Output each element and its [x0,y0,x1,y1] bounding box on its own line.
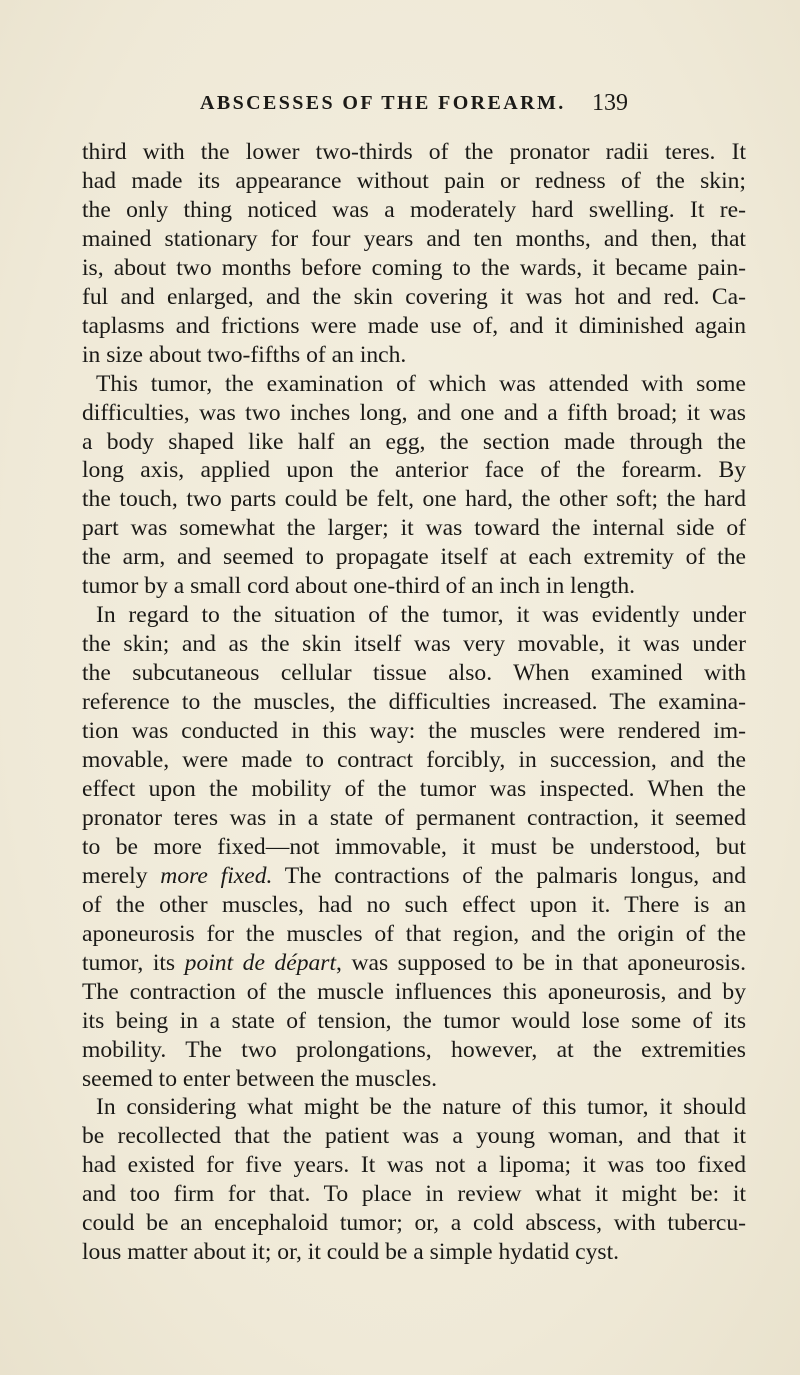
text-segment: The contractions of the palmaris longus, and [272,862,746,889]
text-segment: had existed for five years. It was not a lipoma; it was too fixed [82,1152,746,1179]
text-segment: reference to the muscles, the difficulties increased. The examina- [82,689,746,716]
text-segment: This tumor, the examination of which was attended with some [96,370,746,397]
text-line [82,949,746,978]
text-segment: to be more fixed—not immovable, it must be understood, but [82,833,746,860]
text-line [82,1151,746,1180]
text-line [82,312,746,341]
text-line [82,891,746,920]
text-line [82,746,746,775]
text-line [82,225,746,254]
text-line [82,196,746,225]
text-line [82,659,746,688]
text-segment: a body shaped like half an egg, the section made through the [82,428,746,455]
text-line [82,572,746,601]
text-segment: aponeurosis for the muscles of that region, and the origin of the [82,920,746,947]
text-segment: ful and enlarged, and the skin covering it was hot and red. Ca- [82,283,746,310]
text-line [82,688,746,717]
text-line [82,920,746,949]
text-line [82,514,746,543]
text-segment: the arm, and seemed to propagate itself at each extremity of the [82,544,746,571]
text-line [82,1238,746,1267]
body-text [82,138,746,1267]
italic-phrase: more fixed. [160,862,273,889]
text-line [82,456,746,485]
text-segment: the skin; and as the skin itself was very movable, it was under [82,631,746,658]
text-line [82,630,746,659]
text-segment: mained stationary for four years and ten months, and then, that [82,225,746,252]
text-line [82,1180,746,1209]
text-segment: tumor, its [82,949,185,976]
text-segment: tion was conducted in this way: the muscles were rendered im- [82,718,746,745]
text-segment: the subcutaneous cellular tissue also. When examined with [82,660,746,687]
text-line [82,601,746,630]
text-segment: lous matter about it; or, it could be a simple hydatid cyst. [82,1239,620,1266]
text-line [82,862,746,891]
text-segment: seemed to enter between the muscles. [82,1065,438,1092]
page-number: 139 [592,90,628,116]
text-segment: of the other muscles, had no such effect upon it. There is an [82,891,746,918]
text-line [82,167,746,196]
running-title: ABSCESSES OF THE FOREARM. [200,92,566,114]
text-line [82,370,746,399]
text-line [82,1122,746,1151]
text-line [82,833,746,862]
text-line [82,254,746,283]
text-segment: , was supposed to be in that aponeurosis. [336,949,747,976]
text-segment: pronator teres was in a state of permanent contraction, it seemed [82,804,746,831]
text-segment: tumor by a small cord about one-third of an inch in length. [82,573,636,600]
text-line [82,138,746,167]
text-segment: movable, were made to contract forcibly, in succession, and the [82,747,746,774]
text-segment: the only thing noticed was a moderately hard swelling. It re- [82,196,746,223]
text-segment: third with the lower two-thirds of the pronator radii teres. It [82,139,746,165]
text-segment: the touch, two parts could be felt, one hard, the other soft; the hard [82,486,746,513]
text-line [82,1209,746,1238]
text-segment: merely [82,862,161,889]
text-line [82,978,746,1007]
text-line [82,428,746,457]
text-segment: be recollected that the patient was a young woman, and that it [82,1123,746,1150]
text-segment: long axis, applied upon the anterior face of the forearm. By [82,457,746,484]
text-line [82,399,746,428]
text-segment: its being in a state of tension, the tumor would lose some of its [82,1007,746,1034]
text-line [82,717,746,746]
text-line [82,1007,746,1036]
text-line [82,804,746,833]
text-segment: In considering what might be the nature of this tumor, it should [96,1094,746,1121]
text-segment: could be an encephaloid tumor; or, a cold abscess, with tubercu- [82,1210,746,1237]
text-segment: mobility. The two prolongations, however, at the extremities [82,1036,746,1063]
text-segment: and too firm for that. To place in review what it might be: it [82,1181,746,1208]
text-line [82,283,746,312]
text-line [82,341,746,370]
text-segment: taplasms and frictions were made use of, and it diminished again [82,312,746,339]
text-segment: part was somewhat the larger; it was toward the internal side of [82,515,746,542]
text-line [82,1036,746,1065]
text-segment: The contraction of the muscle influences this aponeurosis, and by [82,978,746,1005]
text-segment: is, about two months before coming to the wards, it became pain- [82,254,746,281]
text-line [82,1093,746,1122]
text-line [82,775,746,804]
text-segment: had made its appearance without pain or redness of the skin; [82,167,746,194]
italic-phrase: point de départ [184,949,337,976]
text-line [82,1065,746,1094]
text-line [82,485,746,514]
text-segment: In regard to the situation of the tumor, it was evidently under [96,602,746,629]
text-segment: in size about two-fifths of an inch. [82,341,407,368]
text-line [82,543,746,572]
text-segment: effect upon the mobility of the tumor was inspected. When the [82,775,746,802]
text-segment: difficulties, was two inches long, and one and a fifth broad; it was [82,399,746,426]
running-header [200,92,628,122]
